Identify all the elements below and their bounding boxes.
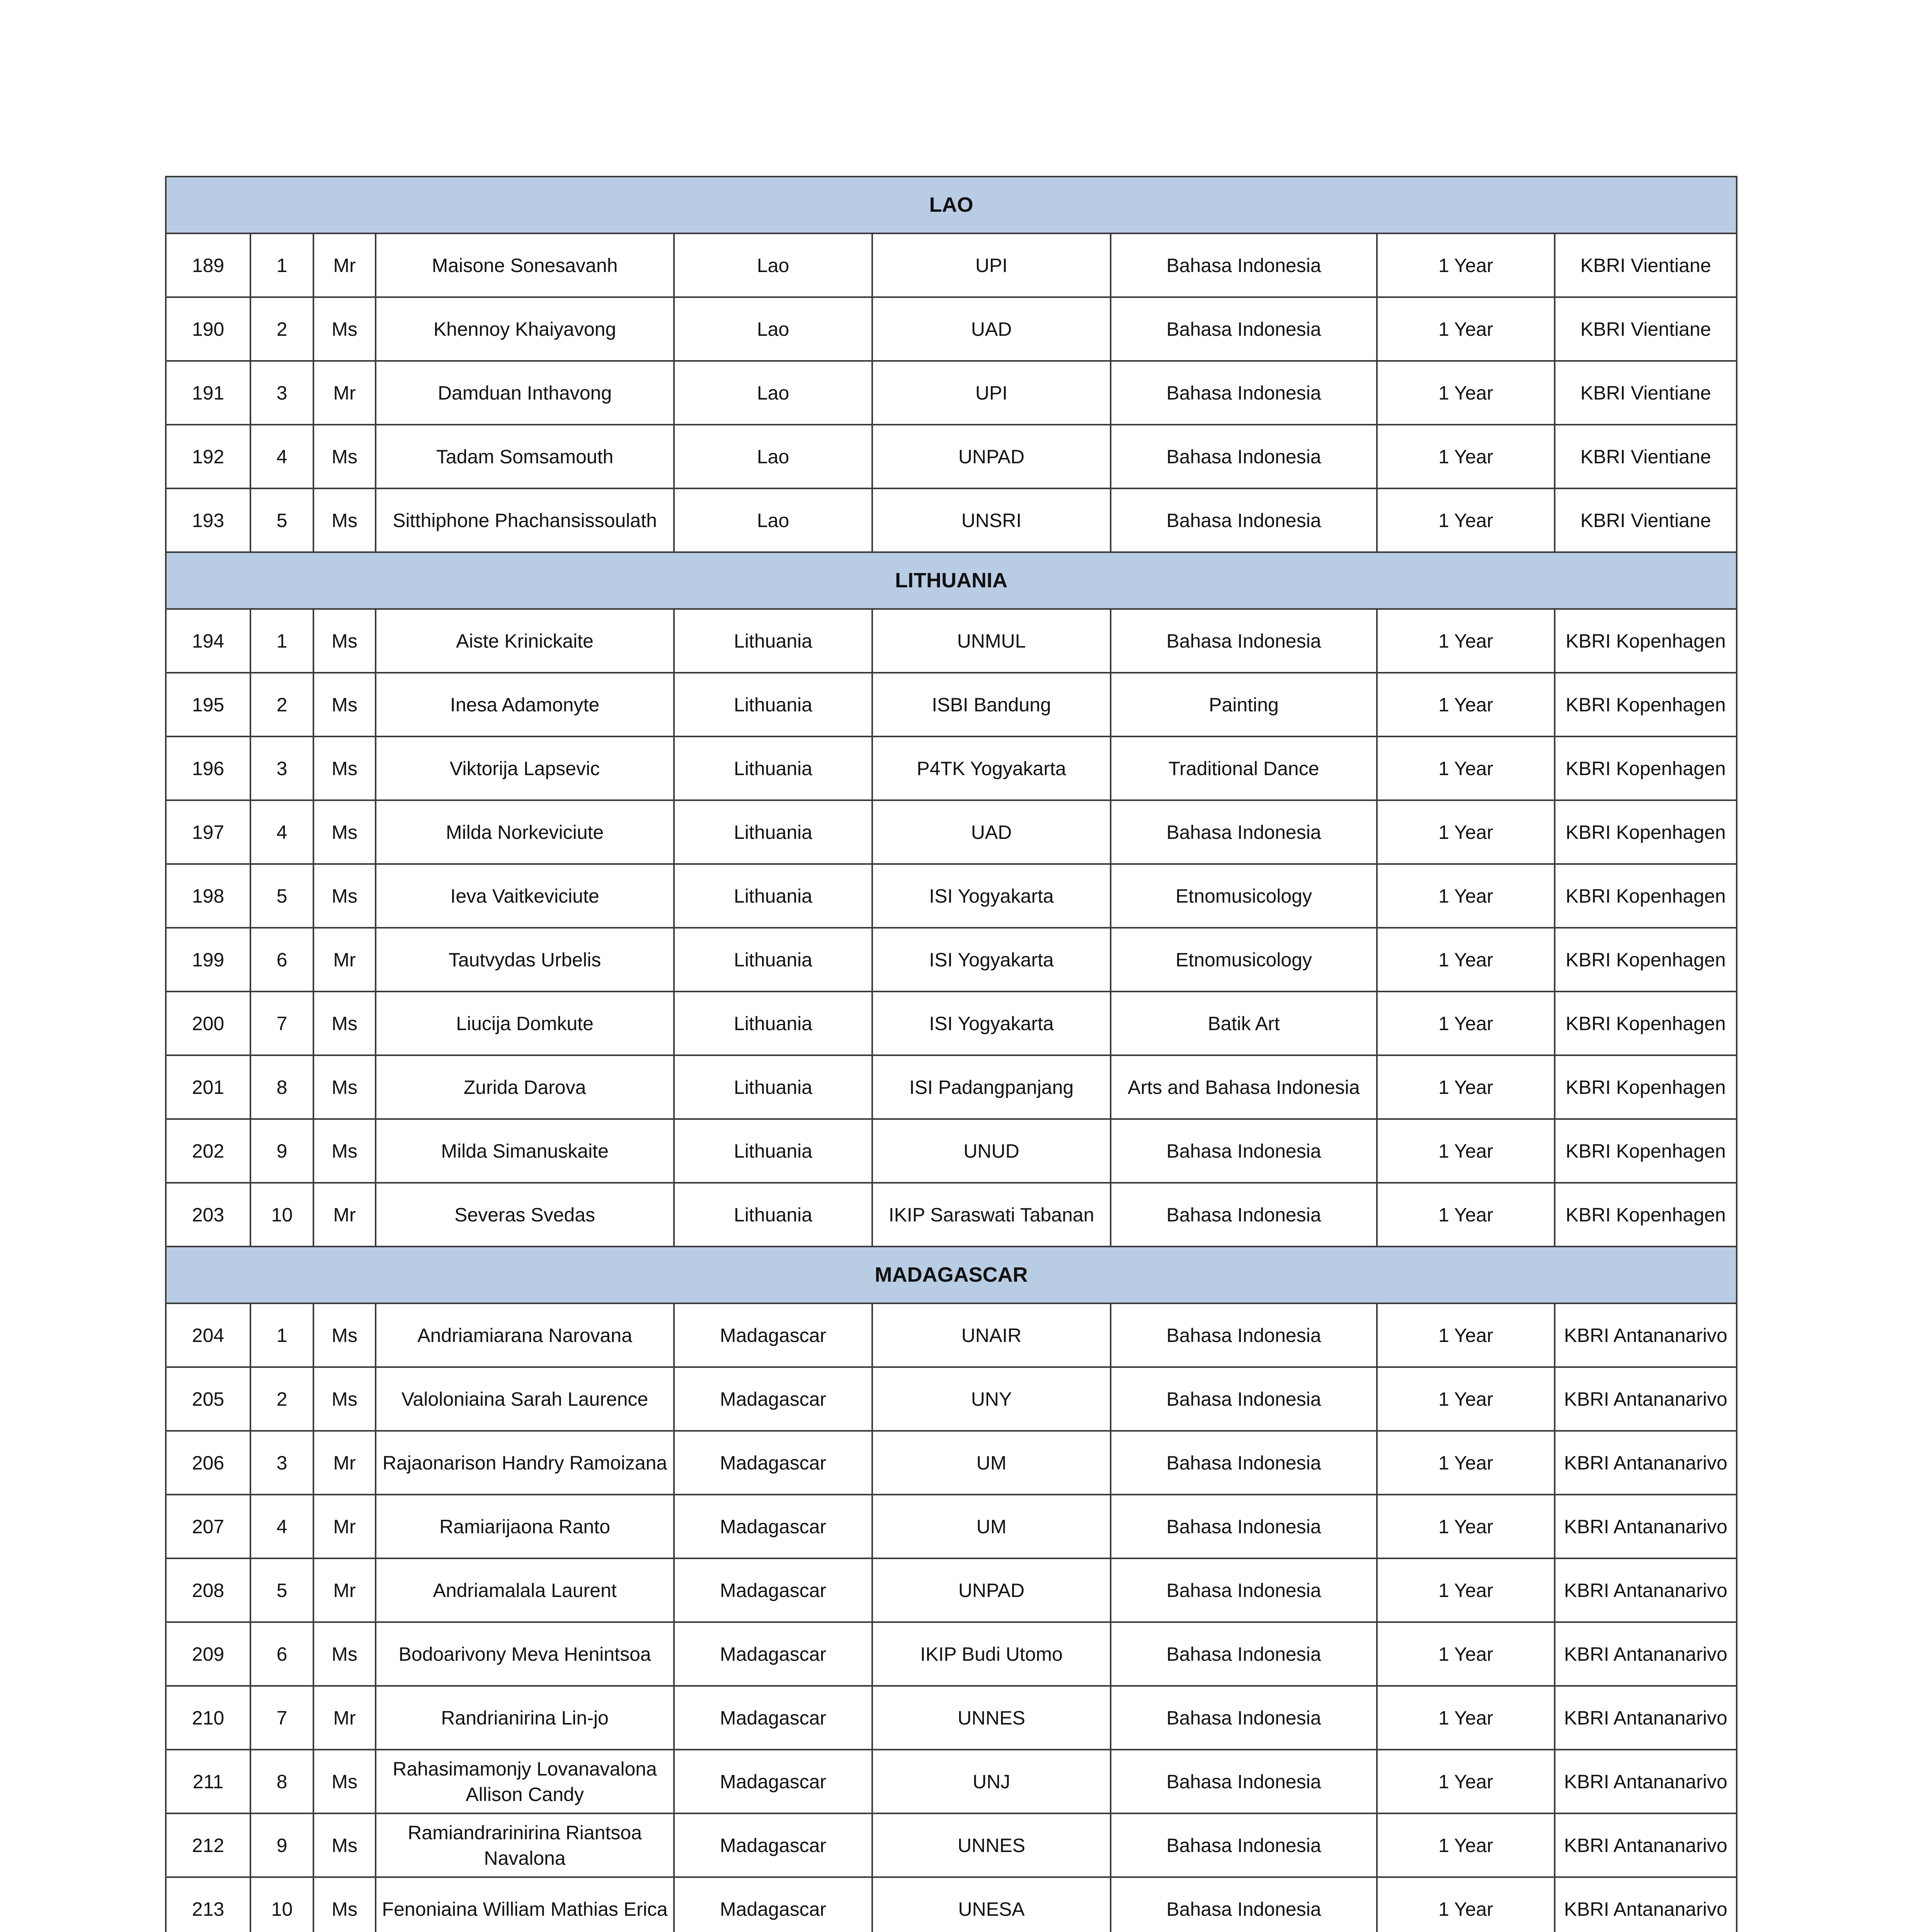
table-row: [166, 736, 1737, 800]
full-name-cell: Aiste Krinickaite: [376, 609, 674, 673]
embassy-cell: KBRI Antananarivo: [1555, 1686, 1737, 1750]
row-number-cell: 211: [166, 1750, 250, 1813]
embassy-cell: KBRI Kopenhagen: [1555, 609, 1737, 673]
country-cell: Madagascar: [674, 1877, 872, 1932]
row-number-cell: 205: [166, 1367, 250, 1431]
university-cell: P4TK Yogyakarta: [872, 736, 1111, 800]
embassy-cell: KBRI Kopenhagen: [1555, 992, 1737, 1055]
duration-cell: 1 Year: [1377, 1495, 1555, 1558]
country-cell: Lithuania: [674, 800, 872, 864]
table-row: [166, 864, 1737, 928]
table-row: [166, 361, 1737, 425]
full-name-cell: Ramiarijaona Ranto: [376, 1495, 674, 1558]
row-number-cell: 202: [166, 1119, 250, 1183]
group-index-cell: 7: [250, 992, 313, 1055]
embassy-cell: KBRI Antananarivo: [1555, 1750, 1737, 1813]
table-row: [166, 673, 1737, 736]
country-cell: Lithuania: [674, 864, 872, 928]
duration-cell: 1 Year: [1377, 1877, 1555, 1932]
duration-cell: 1 Year: [1377, 1055, 1555, 1119]
embassy-cell: KBRI Kopenhagen: [1555, 673, 1737, 736]
table-row: [166, 425, 1737, 488]
group-index-cell: 7: [250, 1686, 313, 1750]
program-cell: Bahasa Indonesia: [1111, 609, 1377, 673]
row-number-cell: 195: [166, 673, 250, 736]
group-index-cell: 4: [250, 800, 313, 864]
row-number-cell: 189: [166, 233, 250, 297]
duration-cell: 1 Year: [1377, 1431, 1555, 1495]
full-name-cell: Randrianirina Lin-jo: [376, 1686, 674, 1750]
program-cell: Bahasa Indonesia: [1111, 1877, 1377, 1932]
program-cell: Bahasa Indonesia: [1111, 800, 1377, 864]
duration-cell: 1 Year: [1377, 488, 1555, 552]
table-row: [166, 928, 1737, 992]
title-cell: Ms: [313, 1119, 376, 1183]
duration-cell: 1 Year: [1377, 1183, 1555, 1247]
country-cell: Madagascar: [674, 1622, 872, 1686]
table-row: [166, 1119, 1737, 1183]
row-number-cell: 199: [166, 928, 250, 992]
full-name-cell: Ieva Vaitkeviciute: [376, 864, 674, 928]
country-cell: Lithuania: [674, 736, 872, 800]
group-index-cell: 9: [250, 1813, 313, 1877]
university-cell: UNNES: [872, 1813, 1111, 1877]
program-cell: Bahasa Indonesia: [1111, 233, 1377, 297]
title-cell: Ms: [313, 1750, 376, 1813]
row-number-cell: 213: [166, 1877, 250, 1932]
embassy-cell: KBRI Kopenhagen: [1555, 864, 1737, 928]
title-cell: Mr: [313, 1495, 376, 1558]
full-name-cell: Ramiandrarinirina Riantsoa Navalona: [376, 1813, 674, 1877]
duration-cell: 1 Year: [1377, 425, 1555, 488]
title-cell: Ms: [313, 673, 376, 736]
full-name-cell: Severas Svedas: [376, 1183, 674, 1247]
full-name-cell: Tadam Somsamouth: [376, 425, 674, 488]
program-cell: Bahasa Indonesia: [1111, 1813, 1377, 1877]
university-cell: UNY: [872, 1367, 1111, 1431]
country-header: LITHUANIA: [166, 552, 1737, 609]
program-cell: Bahasa Indonesia: [1111, 361, 1377, 425]
duration-cell: 1 Year: [1377, 800, 1555, 864]
title-cell: Ms: [313, 1367, 376, 1431]
program-cell: Bahasa Indonesia: [1111, 425, 1377, 488]
row-number-cell: 201: [166, 1055, 250, 1119]
title-cell: Ms: [313, 992, 376, 1055]
table-row: [166, 1303, 1737, 1367]
row-number-cell: 208: [166, 1558, 250, 1622]
program-cell: Bahasa Indonesia: [1111, 1183, 1377, 1247]
university-cell: UNUD: [872, 1119, 1111, 1183]
country-cell: Madagascar: [674, 1367, 872, 1431]
group-index-cell: 1: [250, 233, 313, 297]
group-index-cell: 4: [250, 425, 313, 488]
country-cell: Madagascar: [674, 1813, 872, 1877]
group-index-cell: 8: [250, 1055, 313, 1119]
title-cell: Ms: [313, 609, 376, 673]
country-cell: Lithuania: [674, 992, 872, 1055]
title-cell: Ms: [313, 1303, 376, 1367]
full-name-cell: Viktorija Lapsevic: [376, 736, 674, 800]
full-name-cell: Damduan Inthavong: [376, 361, 674, 425]
row-number-cell: 207: [166, 1495, 250, 1558]
row-number-cell: 194: [166, 609, 250, 673]
university-cell: UM: [872, 1495, 1111, 1558]
full-name-cell: Inesa Adamonyte: [376, 673, 674, 736]
full-name-cell: Maisone Sonesavanh: [376, 233, 674, 297]
university-cell: ISBI Bandung: [872, 673, 1111, 736]
program-cell: Bahasa Indonesia: [1111, 1119, 1377, 1183]
title-cell: Mr: [313, 361, 376, 425]
country-header: MADAGASCAR: [166, 1247, 1737, 1303]
table-row: [166, 609, 1737, 673]
full-name-cell: Tautvydas Urbelis: [376, 928, 674, 992]
duration-cell: 1 Year: [1377, 297, 1555, 361]
university-cell: ISI Yogyakarta: [872, 992, 1111, 1055]
country-cell: Madagascar: [674, 1303, 872, 1367]
embassy-cell: KBRI Kopenhagen: [1555, 736, 1737, 800]
country-cell: Madagascar: [674, 1750, 872, 1813]
title-cell: Ms: [313, 425, 376, 488]
embassy-cell: KBRI Antananarivo: [1555, 1813, 1737, 1877]
row-number-cell: 196: [166, 736, 250, 800]
country-cell: Lithuania: [674, 673, 872, 736]
title-cell: Ms: [313, 800, 376, 864]
country-cell: Lao: [674, 233, 872, 297]
program-cell: Bahasa Indonesia: [1111, 488, 1377, 552]
embassy-cell: KBRI Kopenhagen: [1555, 1119, 1737, 1183]
group-index-cell: 5: [250, 488, 313, 552]
country-cell: Lithuania: [674, 1055, 872, 1119]
program-cell: Bahasa Indonesia: [1111, 1367, 1377, 1431]
group-index-cell: 5: [250, 864, 313, 928]
university-cell: UNNES: [872, 1686, 1111, 1750]
table-row: [166, 1183, 1737, 1247]
country-cell: Lao: [674, 488, 872, 552]
university-cell: UNESA: [872, 1877, 1111, 1932]
group-index-cell: 3: [250, 1431, 313, 1495]
embassy-cell: KBRI Kopenhagen: [1555, 800, 1737, 864]
table-row: [166, 297, 1737, 361]
group-index-cell: 1: [250, 1303, 313, 1367]
university-cell: UPI: [872, 233, 1111, 297]
table-row: [166, 992, 1737, 1055]
embassy-cell: KBRI Vientiane: [1555, 297, 1737, 361]
duration-cell: 1 Year: [1377, 1367, 1555, 1431]
group-index-cell: 9: [250, 1119, 313, 1183]
university-cell: ISI Padangpanjang: [872, 1055, 1111, 1119]
group-index-cell: 2: [250, 1367, 313, 1431]
program-cell: Bahasa Indonesia: [1111, 1686, 1377, 1750]
embassy-cell: KBRI Antananarivo: [1555, 1431, 1737, 1495]
row-number-cell: 197: [166, 800, 250, 864]
program-cell: Bahasa Indonesia: [1111, 1750, 1377, 1813]
title-cell: Mr: [313, 1431, 376, 1495]
embassy-cell: KBRI Antananarivo: [1555, 1622, 1737, 1686]
program-cell: Bahasa Indonesia: [1111, 1303, 1377, 1367]
country-cell: Lithuania: [674, 928, 872, 992]
row-number-cell: 191: [166, 361, 250, 425]
country-cell: Lao: [674, 425, 872, 488]
duration-cell: 1 Year: [1377, 928, 1555, 992]
full-name-cell: Milda Simanuskaite: [376, 1119, 674, 1183]
title-cell: Mr: [313, 928, 376, 992]
row-number-cell: 192: [166, 425, 250, 488]
group-index-cell: 3: [250, 736, 313, 800]
title-cell: Ms: [313, 1877, 376, 1932]
full-name-cell: Rahasimamonjy Lovanavalona Allison Candy: [376, 1750, 674, 1813]
title-cell: Mr: [313, 1183, 376, 1247]
row-number-cell: 206: [166, 1431, 250, 1495]
full-name-cell: Milda Norkeviciute: [376, 800, 674, 864]
duration-cell: 1 Year: [1377, 736, 1555, 800]
university-cell: UNPAD: [872, 425, 1111, 488]
group-index-cell: 6: [250, 928, 313, 992]
country-cell: Lao: [674, 361, 872, 425]
embassy-cell: KBRI Antananarivo: [1555, 1877, 1737, 1932]
country-cell: Lithuania: [674, 609, 872, 673]
full-name-cell: Sitthiphone Phachansissoulath: [376, 488, 674, 552]
university-cell: UNPAD: [872, 1558, 1111, 1622]
row-number-cell: 203: [166, 1183, 250, 1247]
embassy-cell: KBRI Vientiane: [1555, 233, 1737, 297]
embassy-cell: KBRI Antananarivo: [1555, 1303, 1737, 1367]
table-body: [166, 177, 1737, 1932]
embassy-cell: KBRI Antananarivo: [1555, 1495, 1737, 1558]
group-index-cell: 4: [250, 1495, 313, 1558]
university-cell: UPI: [872, 361, 1111, 425]
country-header: LAO: [166, 177, 1737, 233]
university-cell: UM: [872, 1431, 1111, 1495]
row-number-cell: 209: [166, 1622, 250, 1686]
title-cell: Ms: [313, 1813, 376, 1877]
country-cell: Lithuania: [674, 1119, 872, 1183]
duration-cell: 1 Year: [1377, 361, 1555, 425]
row-number-cell: 212: [166, 1813, 250, 1877]
table-row: [166, 233, 1737, 297]
group-index-cell: 8: [250, 1750, 313, 1813]
country-header-row: [166, 1247, 1737, 1303]
duration-cell: 1 Year: [1377, 1558, 1555, 1622]
title-cell: Ms: [313, 864, 376, 928]
program-cell: Arts and Bahasa Indonesia: [1111, 1055, 1377, 1119]
table-row: [166, 1367, 1737, 1431]
group-index-cell: 2: [250, 673, 313, 736]
country-header-row: [166, 177, 1737, 233]
university-cell: IKIP Saraswati Tabanan: [872, 1183, 1111, 1247]
table-row: [166, 1750, 1737, 1813]
group-index-cell: 1: [250, 609, 313, 673]
program-cell: Traditional Dance: [1111, 736, 1377, 800]
full-name-cell: Bodoarivony Meva Henintsoa: [376, 1622, 674, 1686]
duration-cell: 1 Year: [1377, 1119, 1555, 1183]
row-number-cell: 198: [166, 864, 250, 928]
group-index-cell: 2: [250, 297, 313, 361]
duration-cell: 1 Year: [1377, 992, 1555, 1055]
university-cell: UNMUL: [872, 609, 1111, 673]
program-cell: Bahasa Indonesia: [1111, 1495, 1377, 1558]
program-cell: Bahasa Indonesia: [1111, 1431, 1377, 1495]
university-cell: UNAIR: [872, 1303, 1111, 1367]
duration-cell: 1 Year: [1377, 1303, 1555, 1367]
embassy-cell: KBRI Kopenhagen: [1555, 1055, 1737, 1119]
table-row: [166, 1813, 1737, 1877]
university-cell: UAD: [872, 800, 1111, 864]
table-row: [166, 800, 1737, 864]
title-cell: Ms: [313, 736, 376, 800]
university-cell: UAD: [872, 297, 1111, 361]
university-cell: UNJ: [872, 1750, 1111, 1813]
university-cell: UNSRI: [872, 488, 1111, 552]
country-cell: Lithuania: [674, 1183, 872, 1247]
full-name-cell: Fenoniaina William Mathias Erica: [376, 1877, 674, 1932]
title-cell: Mr: [313, 233, 376, 297]
duration-cell: 1 Year: [1377, 233, 1555, 297]
program-cell: Painting: [1111, 673, 1377, 736]
program-cell: Etnomusicology: [1111, 864, 1377, 928]
title-cell: Ms: [313, 297, 376, 361]
participants-table: [165, 176, 1737, 1932]
program-cell: Bahasa Indonesia: [1111, 1558, 1377, 1622]
country-cell: Lao: [674, 297, 872, 361]
full-name-cell: Valoloniaina Sarah Laurence: [376, 1367, 674, 1431]
duration-cell: 1 Year: [1377, 609, 1555, 673]
program-cell: Bahasa Indonesia: [1111, 297, 1377, 361]
country-cell: Madagascar: [674, 1686, 872, 1750]
duration-cell: 1 Year: [1377, 1686, 1555, 1750]
row-number-cell: 190: [166, 297, 250, 361]
table-row: [166, 1495, 1737, 1558]
country-cell: Madagascar: [674, 1558, 872, 1622]
group-index-cell: 5: [250, 1558, 313, 1622]
title-cell: Ms: [313, 488, 376, 552]
row-number-cell: 204: [166, 1303, 250, 1367]
embassy-cell: KBRI Vientiane: [1555, 361, 1737, 425]
embassy-cell: KBRI Vientiane: [1555, 488, 1737, 552]
title-cell: Mr: [313, 1686, 376, 1750]
university-cell: ISI Yogyakarta: [872, 928, 1111, 992]
title-cell: Ms: [313, 1055, 376, 1119]
title-cell: Ms: [313, 1622, 376, 1686]
table-row: [166, 1558, 1737, 1622]
embassy-cell: KBRI Vientiane: [1555, 425, 1737, 488]
country-cell: Madagascar: [674, 1495, 872, 1558]
duration-cell: 1 Year: [1377, 864, 1555, 928]
full-name-cell: Andriamalala Laurent: [376, 1558, 674, 1622]
university-cell: IKIP Budi Utomo: [872, 1622, 1111, 1686]
row-number-cell: 200: [166, 992, 250, 1055]
program-cell: Etnomusicology: [1111, 928, 1377, 992]
table-row: [166, 1055, 1737, 1119]
full-name-cell: Andriamiarana Narovana: [376, 1303, 674, 1367]
program-cell: Bahasa Indonesia: [1111, 1622, 1377, 1686]
duration-cell: 1 Year: [1377, 673, 1555, 736]
table-row: [166, 1431, 1737, 1495]
full-name-cell: Rajaonarison Handry Ramoizana: [376, 1431, 674, 1495]
full-name-cell: Khennoy Khaiyavong: [376, 297, 674, 361]
table-row: [166, 488, 1737, 552]
table-row: [166, 1877, 1737, 1932]
program-cell: Batik Art: [1111, 992, 1377, 1055]
embassy-cell: KBRI Antananarivo: [1555, 1367, 1737, 1431]
group-index-cell: 3: [250, 361, 313, 425]
table-row: [166, 1622, 1737, 1686]
country-header-row: [166, 552, 1737, 609]
country-cell: Madagascar: [674, 1431, 872, 1495]
embassy-cell: KBRI Antananarivo: [1555, 1558, 1737, 1622]
duration-cell: 1 Year: [1377, 1813, 1555, 1877]
row-number-cell: 193: [166, 488, 250, 552]
full-name-cell: Liucija Domkute: [376, 992, 674, 1055]
group-index-cell: 10: [250, 1183, 313, 1247]
title-cell: Mr: [313, 1558, 376, 1622]
duration-cell: 1 Year: [1377, 1622, 1555, 1686]
group-index-cell: 6: [250, 1622, 313, 1686]
row-number-cell: 210: [166, 1686, 250, 1750]
full-name-cell: Zurida Darova: [376, 1055, 674, 1119]
embassy-cell: KBRI Kopenhagen: [1555, 1183, 1737, 1247]
group-index-cell: 10: [250, 1877, 313, 1932]
duration-cell: 1 Year: [1377, 1750, 1555, 1813]
embassy-cell: KBRI Kopenhagen: [1555, 928, 1737, 992]
university-cell: ISI Yogyakarta: [872, 864, 1111, 928]
table-row: [166, 1686, 1737, 1750]
